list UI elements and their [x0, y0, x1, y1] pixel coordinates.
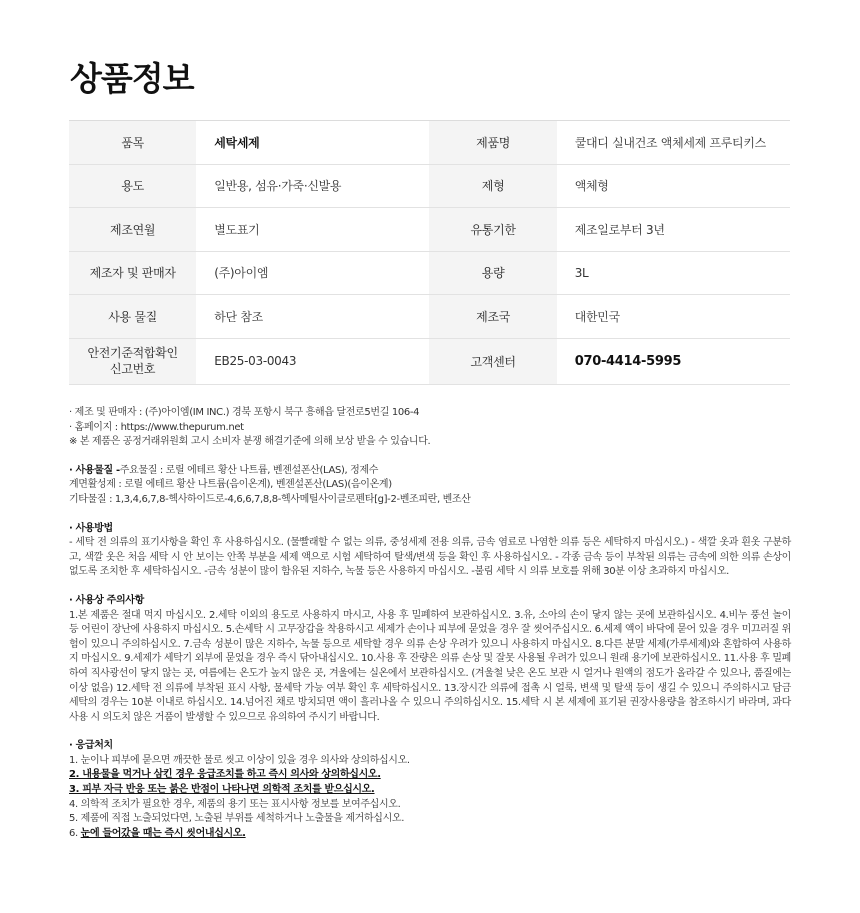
usage-heading: · 사용방법: [69, 522, 113, 534]
first-aid-item: [69, 827, 791, 842]
spec-label: 유통기한: [429, 208, 556, 252]
homepage-line: · 홈페이지 : https://www.thepurum.net: [69, 421, 244, 433]
caution-section: [69, 594, 791, 725]
customer-center-phone: 070-4414-5995: [557, 338, 790, 384]
materials-main: 주요물질 : 로릴 에테르 황산 나트륨, 벤젠설폰산(LAS), 정제수: [119, 464, 379, 476]
first-aid-emphasis: 눈에 들어갔을 때는 즉시 씻어내십시오.: [80, 827, 246, 839]
spec-label: 사용 물질: [69, 295, 196, 339]
spec-value: 세탁세제: [196, 121, 429, 165]
spec-value: 3L: [557, 251, 790, 295]
materials-heading: · 사용물질 -: [69, 464, 120, 476]
spec-row: [69, 251, 790, 295]
spec-row: [69, 208, 790, 252]
spec-row: [69, 164, 790, 208]
spec-label: 용도: [69, 164, 196, 208]
spec-value: 별도표기: [196, 208, 429, 252]
spec-label: 품목: [69, 121, 196, 165]
first-aid-item: 4. 의학적 조치가 필요한 경우, 제품의 용기 또는 표시사항 정보를 보여주십시오.: [69, 798, 401, 810]
spec-row: [69, 295, 790, 339]
spec-label: [69, 338, 196, 384]
materials-line-2: 계면활성제 : 로릴 에테르 황산 나트륨(음이온계), 벤젠설폰산(LAS)(음이온계): [69, 479, 392, 491]
spec-row: [69, 121, 790, 165]
spec-label-line1: 안전기준적합확인: [87, 346, 178, 360]
spec-value: 하단 참조: [196, 295, 429, 339]
manufacturer-line: · 제조 및 판매자 : (주)아이엠(IM INC.) 경북 포항시 북구 흥해읍 달전로5번길 106-4: [69, 407, 420, 418]
spec-label: 제품명: [429, 121, 556, 165]
spec-value: 일반용, 섬유·가죽·신발용: [196, 164, 429, 208]
spec-label: 제형: [429, 164, 556, 208]
usage-section: [69, 522, 791, 580]
page-title: 상품정보: [70, 59, 194, 98]
usage-text: - 세탁 전 의류의 표기사항을 확인 후 사용하십시오. (물빨래할 수 없는 의류, 중성세제 전용 의류, 금속 염료로 나염한 의류 등은 세탁하지 마십시오.) - 색깔 옷과 흰옷 구분하고, 색깔 옷은 처음 세탁 시 안 보이는 안쪽 부분을 세제 액으로 시험 세탁하여 탈색/변색 등을 확인 후 사용하십시오. - 각종 금속 등이 부착된 의류는 금속에 의한 의류 손상이 없도록 조치한 후 세탁하십시오. -금속 성분이 많이 함유된 지하수, 녹물 등은 사용하지 마십시오. -불림 세탁 시 의류 보호를 위해 30분 이상 초과하지 마십시오.: [69, 537, 791, 578]
spec-label: 용량: [429, 251, 556, 295]
spec-row: [69, 338, 790, 384]
first-aid-emphasis: 3. 피부 자극 반응 또는 붉은 반점이 나타나면 의학적 조치를 받으십시오.: [69, 784, 375, 796]
product-notes: [69, 406, 791, 841]
spec-value: EB25-03-0043: [196, 338, 429, 384]
spec-value: 쿨대디 실내건조 액체세제 프루티키스: [557, 121, 790, 165]
spec-value: (주)아이엠: [196, 251, 429, 295]
spec-value: 대한민국: [557, 295, 790, 339]
caution-text: 1.본 제품은 절대 먹지 마십시오. 2.세탁 이외의 용도로 사용하지 마시고, 사용 후 밀폐하여 보관하십시오. 3.유, 소아의 손이 닿지 않는 곳에 보관하십시오. 4.비누 풍선 놀이 등 어린이 장난에 사용하지 마십시오. 5.손세탁 시 고무장갑을 착용하시고 세제가 손이나 피부에 묻었을 경우 잘 씻어주십시오. 6.세제 액이 바닥에 묻어 있을 경우 미끄러질 위험이 있으니 주의하십시오. 7.금속 성분이 많은 지하수, 녹물 등으로 세탁할 경우 의류 손상 우려가 있으니 사용하지 마십시오. 8.다른 분말 세제(가루세제)와 혼합하여 사용하지 마십시오. 9.세제가 세탁기 외부에 묻었을 경우 즉시 닦아내십시오. 10.사용 후 잔량은 의류 손상 및 잘못 사용될 우려가 있으니 원래 용기에 보관하십시오. 11.사용 후 밀폐하여 직사광선이 닿지 않는 곳, 여름에는 온도가 높지 않은 곳, 겨울에는 실온에서 보관하십시오. (겨울철 낮은 온도 보관 시 얼거나 원액의 점도가 올라갈 수 있으나, 품질에는 이상 없음) 12.세탁 전 의류에 부착된 표시 사항, 물세탁 가능 여부 확인 후 세탁하십시오. 13.장시간 의류에 접촉 시 얼룩, 변색 및 탈색 등이 생길 수 있으니 주의하시고 담금세탁의 경우는 10분 이내로 하십시오. 14.넘어진 채로 방치되면 액이 흘러나올 수 있으니 주의하십시오. 15.세탁 시 본 세제에 표기된 권장사용량을 참조하시기 바라며, 과다 사용 시 의도치 않은 거품이 발생할 수 있으므로 유의하여 주시기 바랍니다.: [69, 609, 791, 723]
compensation-line: ※ 본 제품은 공정거래위원회 고시 소비자 분쟁 해결기준에 의해 보상 받을 수 있습니다.: [69, 436, 431, 448]
first-aid-item: 1. 눈이나 피부에 묻으면 깨끗한 물로 씻고 이상이 있을 경우 의사와 상의하십시오.: [69, 754, 410, 766]
first-aid-item: [69, 768, 791, 783]
spec-label: 제조자 및 판매자: [69, 251, 196, 295]
caution-heading: · 사용상 주의사항: [69, 594, 144, 606]
product-spec-table: [69, 120, 790, 385]
spec-label: 제조국: [429, 295, 556, 339]
company-info: [69, 406, 791, 450]
spec-value: 액체형: [557, 164, 790, 208]
spec-label: 제조연월: [69, 208, 196, 252]
spec-value: 제조일로부터 3년: [557, 208, 790, 252]
first-aid-section: [69, 739, 791, 841]
first-aid-item: [69, 783, 791, 798]
first-aid-emphasis: 2. 내용물을 먹거나 삼킨 경우 응급조치를 하고 즉시 의사와 상의하십시오.: [69, 769, 381, 781]
materials-line-3: 기타물질 : 1,3,4,6,7,8-헥사하이드로-4,6,6,7,8,8-헥사메틸사이클로펜타[g]-2-벤조피란, 벤조산: [69, 493, 471, 505]
spec-label: 고객센터: [429, 338, 556, 384]
spec-label-line2: 신고번호: [110, 362, 156, 376]
first-aid-item-number: 6.: [69, 827, 81, 839]
materials-line-1: [69, 464, 791, 479]
first-aid-heading: · 응급처치: [69, 740, 113, 752]
materials-section: [69, 464, 791, 508]
first-aid-item: 5. 제품에 직접 노출되었다면, 노출된 부위를 세척하거나 노출물을 제거하십시오.: [69, 813, 405, 825]
